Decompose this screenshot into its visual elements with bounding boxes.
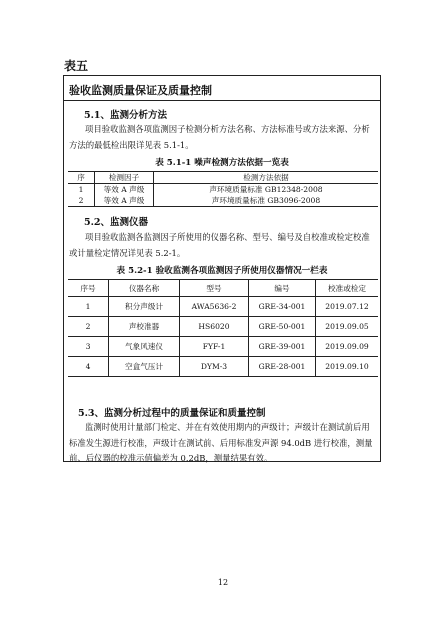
section-5-3-heading: 5.3、监测分析过程中的质量保证和质量控制 [78,408,266,419]
table-cell: 空盒气压计 [109,357,180,377]
section-5-1-heading: 5.1、监测分析方法 [84,110,168,121]
table-row [68,195,378,207]
page-number: 12 [217,578,229,587]
table-cell: 3 [68,337,109,357]
quality-control-box [63,75,381,462]
table-cell: 声环境质量标准 GB12348-2008 [209,185,323,194]
section-5-2-paragraph: 项目验收监测各监测因子所使用的仪器名称、型号、编号及自校准或检定校准或计量检定情况详见表 5.2-1。 [69,232,370,258]
table-cell: GRE-28-001 [249,357,316,377]
table-label: 表五 [64,59,89,73]
table-cell: 1 [68,184,95,196]
table-cell: 2 [68,317,109,337]
header-cell: 检测方法依据 [154,172,379,184]
instrument-table [68,279,378,377]
table-cell: GRE-39-001 [249,337,316,357]
header-cell: 检测因子 [95,172,154,184]
header-cell: 型号 [180,280,249,297]
table-cell: GRE-50-001 [249,317,316,337]
table-row [68,357,378,377]
table-cell: 2 [68,195,95,207]
table-cell: DYM-3 [180,357,249,377]
table-row [68,317,378,337]
section-5-2-heading: 5.2、监测仪器 [84,217,149,228]
header-cell: 序 [68,172,95,184]
table-cell: 声环境质量标准 GB3096-2008 [211,196,321,205]
table-row [68,297,378,317]
section-5-3-paragraph: 监测时使用计量部门检定、并在有效使用期内的声级计；声级计在测试前后用标准发生源进行校准，声级计在测试前、后用标准发声源 94.0dB 进行校准，测量前、后仪器的校准示值偏差为 0.2dB，测量结果有效。 [69,422,373,463]
table-cell: 声校准器 [109,317,180,337]
table-cell: GRE-34-001 [249,297,316,317]
header-cell: 校准或检定 [316,280,379,297]
table-cell: HS6020 [180,317,249,337]
table-row [68,337,378,357]
table-cell: 1 [68,297,109,317]
header-cell: 序号 [68,280,109,297]
table-cell: 4 [68,357,109,377]
table-cell: 2019.09.09 [316,337,379,357]
header-cell: 仪器名称 [109,280,180,297]
table-cell: 2019.09.05 [316,317,379,337]
table-5-2-caption: 表 5.2-1 验收监测各项监测因子所使用仪器情况一栏表 [116,266,328,276]
table-row [68,184,378,196]
table-cell: 积分声级计 [109,297,180,317]
title-separator [64,100,380,101]
noise-method-table [68,171,378,207]
header-cell: 编号 [249,280,316,297]
table-cell: 气象风速仪 [109,337,180,357]
table-cell: AWA5636-2 [180,297,249,317]
box-title: 验收监测质量保证及质量控制 [69,84,212,97]
table-cell: FYF-1 [180,337,249,357]
table-5-1-caption: 表 5.1-1 噪声检测方法依据一览表 [155,158,289,168]
table-cell: 等效 A 声级 [95,195,154,207]
table-header-row [68,280,378,297]
table-cell: 2019.07.12 [316,297,379,317]
table-cell: 2019.09.10 [325,362,369,371]
table-header-row [68,172,378,184]
table-cell: 等效 A 声级 [95,184,154,196]
section-5-1-paragraph: 项目验收监测各项监测因子检测分析方法名称、方法标准号或方法来源、分析方法的最低检出限详见表 5.1-1。 [69,124,370,150]
